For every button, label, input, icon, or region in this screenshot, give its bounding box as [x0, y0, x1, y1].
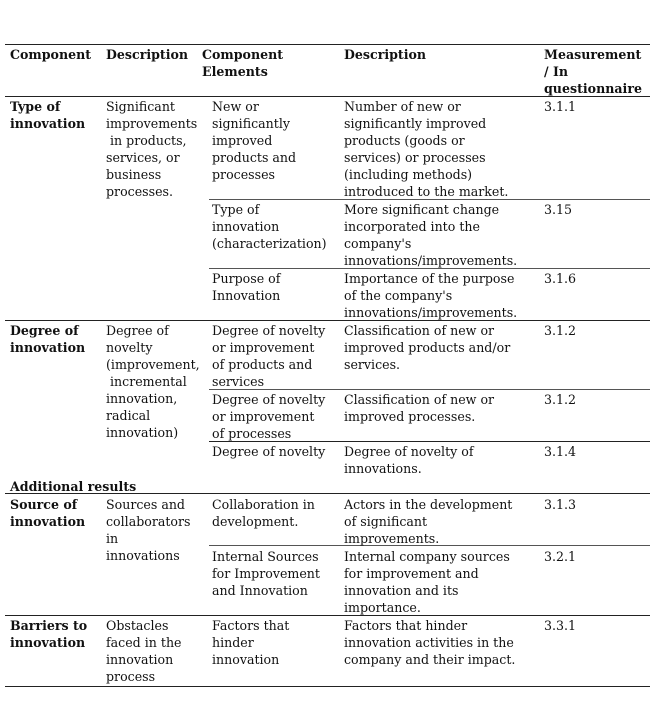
header-component-elements-line: Elements [202, 64, 268, 79]
component-description: (improvement, [106, 357, 200, 372]
element-description: innovation activities in the [344, 635, 514, 650]
element-text: Innovation [212, 288, 281, 303]
component-description: services, or [106, 150, 180, 165]
component-description: in [106, 531, 119, 546]
component-description: process [106, 669, 156, 684]
element-description: innovation and its [344, 583, 459, 598]
element-text: or improvement [212, 340, 315, 355]
element-description: Number of new or [344, 99, 461, 114]
component-label: Barriers to [10, 618, 88, 633]
element-text: innovation [212, 219, 280, 234]
component-label: innovation [10, 514, 86, 529]
element-description: Classification of new or [344, 392, 495, 407]
element-text: improved [212, 133, 273, 148]
element-text: Purpose of [212, 271, 281, 286]
header-measurement-line: Measurement [544, 47, 642, 62]
component-description: radical [106, 408, 151, 423]
component-label: Type of [10, 99, 61, 114]
element-description: for improvement and [344, 566, 479, 581]
element-text: development. [212, 514, 299, 529]
element-description: improved products and/or [344, 340, 511, 355]
component-label: innovation [10, 116, 86, 131]
element-text: Degree of novelty [212, 444, 326, 459]
header-component: Component [10, 47, 92, 62]
element-description: company and their impact. [344, 652, 516, 667]
component-description: innovation, [106, 391, 178, 406]
element-text: processes [212, 167, 276, 182]
element-text: hinder [212, 635, 254, 650]
element-description: introduced to the market. [344, 184, 509, 199]
component-label: Source of [10, 497, 78, 512]
header-component-elements-line: Component [202, 47, 284, 62]
component-description: collaborators [106, 514, 191, 529]
element-text: services [212, 374, 265, 389]
element-description: importance. [344, 600, 421, 615]
row-divider [209, 389, 650, 390]
element-description: Factors that hinder [344, 618, 468, 633]
element-text: New or [212, 99, 259, 114]
element-description: improved processes. [344, 409, 476, 424]
element-text: Type of [212, 202, 260, 217]
component-description: novelty [106, 340, 153, 355]
element-description: services. [344, 357, 401, 372]
element-description: Importance of the purpose [344, 271, 515, 286]
element-description: More significant change [344, 202, 500, 217]
element-text: of processes [212, 426, 292, 441]
component-description: business [106, 167, 162, 182]
measurement-code: 3.1.2 [544, 392, 577, 407]
component-description: innovation [106, 652, 174, 667]
element-description: Degree of novelty of [344, 444, 474, 459]
element-text: Internal Sources [212, 549, 319, 564]
element-description: significantly improved [344, 116, 487, 131]
measurement-code: 3.2.1 [544, 549, 577, 564]
section-divider [5, 320, 650, 321]
measurement-code: 3.1.2 [544, 323, 577, 338]
header-description: Description [106, 47, 189, 62]
element-text: Collaboration in [212, 497, 315, 512]
element-description: innovations/improvements. [344, 253, 518, 268]
element-description: incorporated into the [344, 219, 480, 234]
component-description: processes. [106, 184, 174, 199]
measurement-code: 3.15 [544, 202, 573, 217]
component-description: Significant [106, 99, 175, 114]
measurement-code: 3.3.1 [544, 618, 577, 633]
element-description: products (goods or [344, 133, 465, 148]
header-description-2: Description [344, 47, 427, 62]
element-description: company's [344, 236, 412, 251]
component-label: innovation [10, 340, 86, 355]
component-description: Degree of [106, 323, 169, 338]
component-description: in products, [106, 133, 187, 148]
element-text: significantly [212, 116, 290, 131]
component-description: incremental [106, 374, 187, 389]
component-description: Obstacles [106, 618, 169, 633]
section-divider [5, 615, 650, 616]
component-label: innovation [10, 635, 86, 650]
element-description: (including methods) [344, 167, 473, 182]
element-description: innovations. [344, 461, 422, 476]
element-text: (characterization) [212, 236, 327, 251]
element-text: Degree of novelty [212, 392, 326, 407]
element-text: Degree of novelty [212, 323, 326, 338]
element-description: services) or processes [344, 150, 486, 165]
component-label: Degree of [10, 323, 79, 338]
element-text: innovation [212, 652, 280, 667]
element-description: Internal company sources [344, 549, 510, 564]
element-description: of significant [344, 514, 428, 529]
measurement-code: 3.1.6 [544, 271, 577, 286]
measurement-code: 3.1.4 [544, 444, 577, 459]
header-measurement-line: / In [544, 64, 569, 79]
component-description: improvements [106, 116, 198, 131]
table-top-rule [5, 44, 650, 45]
element-text: for Improvement [212, 566, 320, 581]
element-text: products and [212, 150, 297, 165]
element-description: of the company's [344, 288, 453, 303]
additional-results-heading: Additional results [10, 479, 137, 494]
component-description: innovations [106, 548, 180, 563]
header-measurement-line: questionnaire [544, 81, 642, 96]
component-description: innovation) [106, 425, 179, 440]
element-text: of products and [212, 357, 313, 372]
element-description: Actors in the development [344, 497, 513, 512]
component-description: Sources and [106, 497, 185, 512]
element-description: improvements. [344, 531, 440, 546]
measurement-code: 3.1.1 [544, 99, 577, 114]
element-description: Classification of new or [344, 323, 495, 338]
component-description: faced in the [106, 635, 182, 650]
table-bottom-rule [5, 686, 650, 687]
element-description: innovations/improvements. [344, 305, 518, 320]
element-text: Factors that [212, 618, 290, 633]
element-text: or improvement [212, 409, 315, 424]
measurement-code: 3.1.3 [544, 497, 577, 512]
element-text: and Innovation [212, 583, 308, 598]
